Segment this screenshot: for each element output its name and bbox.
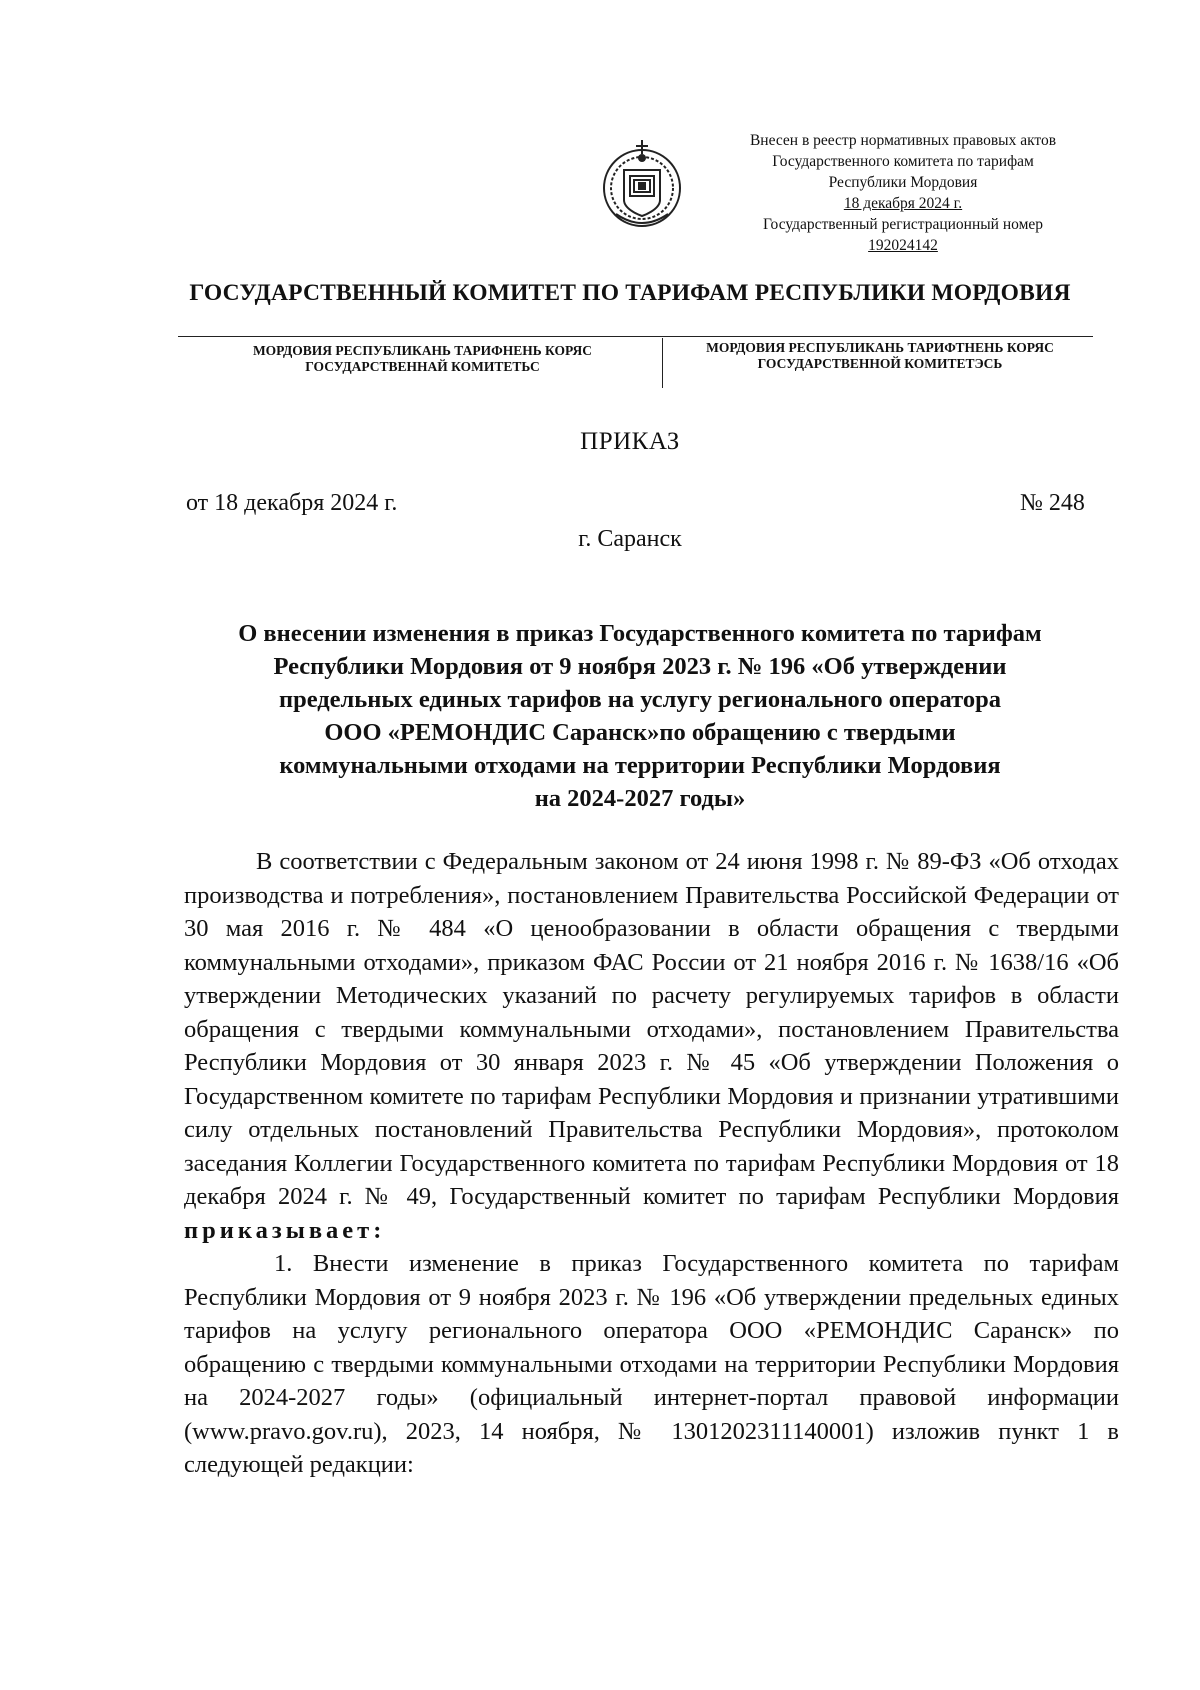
order-number: № 248 (1020, 490, 1085, 516)
registry-number: 192024142 (868, 237, 938, 254)
committee-name-erzya-line: ГОСУДАРСТВЕННОЙ КОМИТЕТЭСЬ (757, 356, 1003, 371)
committee-name-erzya (670, 340, 1090, 372)
preamble-text: В соответствии с Федеральным законом от 24 июня 1998 г. № 89-ФЗ «Об отходах производства и потребления», постановлением Правительства Российской Федерации от 30 мая 2016 г. № 484 «О ценообразовании в области обращения с твердыми коммунальными отходами», приказом ФАС России от 21 ноября 2016 г. № 1638/16 «Об утверждении Методических указаний по расчету регулируемых тарифов в области обращения с твердыми коммунальными отходами», постановлением Правительства Республики Мордовия от 30 января 2023 г. № 45 «Об утверждении Положения о Государственном комитете по тарифам Республики Мордовия и признании утратившими силу отдельных постановлений Правительства Республики Мордовия», протоколом заседания Коллегии Государственного комитета по тарифам Республики Мордовия от 18 декабря 2024 г. № 49, Государственный комитет по тарифам Республики Мордовия (184, 848, 1119, 1210)
order-title (160, 617, 1120, 815)
title-line: предельных единых тарифов на услугу регионального оператора (278, 686, 1002, 713)
orders-keyword: приказывает: (184, 1216, 386, 1244)
preamble-paragraph (184, 845, 1119, 1247)
committee-name-moksha (190, 343, 655, 375)
clause-1-paragraph: 1. Внести изменение в приказ Государственного комитета по тарифам Республики Мордовия от 9 ноября 2023 г. № 196 «Об утверждении предельных единых тарифов на услугу регионального оператора ООО «РЕМОНДИС Саранск» по обращению с твердыми коммунальными отходами на территории Республики Мордовия на 2024-2027 годы» (официальный интернет-портал правовой информации (www.pravo.gov.ru), 2023, 14 ноября, № 1301202311140001) изложив пункт 1 в следующей редакции: (184, 1250, 1119, 1478)
title-line: О внесении изменения в приказ Государственного комитета по тарифам (238, 620, 1042, 647)
title-line: коммунальными отходами на территории Республики Мордовия (279, 752, 1001, 779)
registry-line: Государственного комитета по тарифам (772, 153, 1034, 170)
title-line: на 2024-2027 годы» (534, 785, 746, 812)
header-divider (178, 336, 1093, 337)
coat-of-arms-icon (596, 132, 688, 236)
registry-line: Государственный регистрационный номер (762, 216, 1044, 233)
committee-name-moksha-line: ГОСУДАРСТВЕННАЙ КОМИТЕТЬС (305, 359, 540, 374)
registry-date: 18 декабря 2024 г. (843, 195, 963, 212)
title-line: ООО «РЕМОНДИС Саранск»по обращению с твердыми (324, 719, 956, 746)
committee-name-erzya-line: МОРДОВИЯ РЕСПУБЛИКАНЬ ТАРИФТНЕНЬ КОРЯС (706, 340, 1054, 355)
order-body (184, 845, 1119, 1482)
committee-name-moksha-line: МОРДОВИЯ РЕСПУБЛИКАНЬ ТАРИФНЕНЬ КОРЯС (252, 343, 593, 358)
order-date: от 18 декабря 2024 г. (186, 490, 398, 516)
order-city: г. Саранск (578, 526, 682, 552)
title-line: Республики Мордовия от 9 ноября 2023 г. № 196 «Об утверждении (273, 653, 1007, 680)
header-column-divider (662, 338, 663, 388)
registry-line: Внесен в реестр нормативных правовых актов (749, 132, 1057, 149)
registry-stamp (718, 130, 1088, 256)
committee-name: ГОСУДАРСТВЕННЫЙ КОМИТЕТ ПО ТАРИФАМ РЕСПУБЛИКИ МОРДОВИЯ (189, 280, 1071, 306)
document-type: ПРИКАЗ (580, 428, 680, 455)
registry-line: Республики Мордовия (828, 174, 978, 191)
